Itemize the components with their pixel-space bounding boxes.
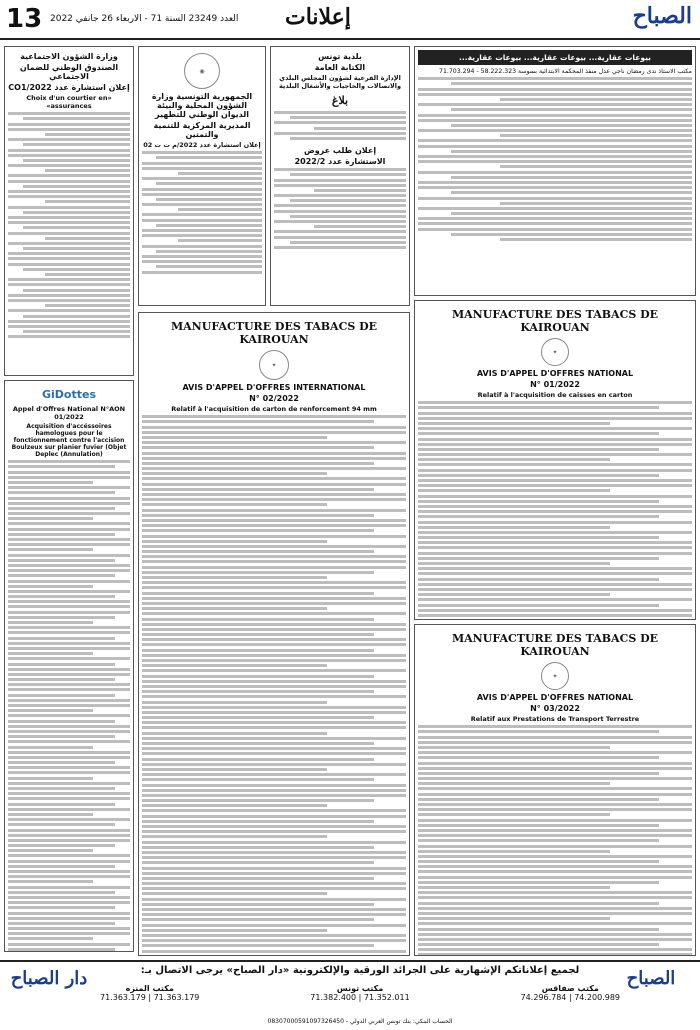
tender-1-notice: AVIS D'APPEL D'OFFRES NATIONAL bbox=[476, 369, 634, 378]
tender-1-number: N° 01/2022 bbox=[530, 380, 580, 389]
footer-logo-left: دار الصباح bbox=[10, 968, 88, 989]
tender-1-company: MANUFACTURE DES TABACS DE KAIROUAN bbox=[451, 308, 659, 334]
column-right bbox=[414, 46, 696, 956]
ministry-local-title: المديرية المركزية للتنمية والتمتين bbox=[153, 121, 251, 139]
contact-tunis: مكتب تونس 71.352.011 | 71.382.400 bbox=[310, 984, 410, 1002]
issue-line: العدد 23249 السنة 71 - الاربعاء 26 جانفي 2022 bbox=[50, 14, 239, 24]
gidottes-body bbox=[8, 460, 130, 952]
municipality-dept: الكتابة العامة bbox=[314, 63, 366, 72]
ad-municipality bbox=[270, 46, 410, 306]
tender-1-logo-icon: ✦ bbox=[541, 338, 569, 366]
municipality-title: الإدارة الفرعية لشؤون المجلس البلدي والاتصالات والحاجيات والأشغال البلدية bbox=[278, 74, 402, 90]
tender-3-number: N° 03/2022 bbox=[530, 704, 580, 713]
section-title: إعلانات bbox=[285, 4, 351, 30]
gidottes-logo: GiDottes bbox=[41, 388, 96, 401]
ad-ministry-local bbox=[138, 46, 266, 306]
gidottes-notice: Appel d'Offres National N°AON 01/2022 bbox=[12, 405, 126, 421]
ad-ministry-social bbox=[4, 46, 134, 376]
newspaper-logo: الصباح bbox=[632, 3, 692, 29]
real-estate-body bbox=[418, 77, 692, 241]
tender-2-notice: AVIS D'APPEL D'OFFRES INTERNATIONAL bbox=[182, 383, 366, 392]
contact-sfax: مكتب صفاقس 74.200.989 | 74.296.784 bbox=[520, 984, 620, 1002]
ad-gidottes bbox=[4, 380, 134, 952]
tender-2-company: MANUFACTURE DES TABACS DE KAIROUAN bbox=[170, 320, 378, 346]
tender-2-body bbox=[142, 415, 406, 956]
footer-banner: لجميع إعلاناتكم الإشهارية على الجرائد الورقية والإلكترونية «دار الصباح» يرجى الاتصال بـ: bbox=[140, 965, 580, 976]
tender-3-body bbox=[418, 725, 692, 956]
ministry-emblem-icon: ◉ bbox=[184, 53, 220, 89]
real-estate-title: بيوعات عقارية... بيوعات عقارية... بيوعات عقارية... bbox=[418, 50, 692, 65]
gidottes-subject: Acquisition d'accéssoires hamologues pour le fonctionnement contre l'accision Boulzeux sur planier fuvier (Objet Deplec (Annulation) bbox=[11, 423, 127, 458]
column-mid bbox=[270, 46, 410, 306]
tender-3-logo-icon: ✦ bbox=[541, 662, 569, 690]
contact-menzah: مكتب المنزه 71.363.179 | 71.363.179 bbox=[100, 984, 200, 1002]
real-estate-note: مكتب الاستاذ ندى رمضان ناجي عدل منفذ المحكمة الابتدائية بسوسة 58.222.323 - 71.703.294 bbox=[439, 68, 692, 75]
municipality-body bbox=[274, 168, 406, 249]
ad-tender-2 bbox=[138, 312, 410, 956]
ad-tender-1 bbox=[414, 300, 696, 620]
municipality-notice: بلاغ bbox=[331, 94, 349, 107]
tender-2-number: N° 02/2022 bbox=[249, 394, 299, 403]
ministry-social-subject: «Choix d'un courtier en assurances» bbox=[26, 94, 112, 110]
ad-real-estate bbox=[414, 46, 696, 296]
ministry-social-notice: إعلان استشارة عدد 2022/CO1 bbox=[8, 83, 130, 92]
tender-3-notice: AVIS D'APPEL D'OFFRES NATIONAL bbox=[476, 693, 634, 702]
tender-3-subject: Relatif aux Prestations de Transport Terrestre bbox=[470, 715, 640, 723]
ministry-social-fund: الصندوق الوطني للضمان الاجتماعي bbox=[19, 63, 119, 81]
ministry-local-body bbox=[142, 151, 262, 273]
tender-2-logo-icon: ✦ bbox=[259, 350, 289, 380]
ministry-social-authority: وزارة الشؤون الاجتماعية bbox=[20, 52, 118, 61]
page-number: 13 bbox=[6, 4, 43, 34]
municipality-name: بلدية تونس bbox=[318, 52, 362, 61]
tender-2-subject: Relatif à l'acquisition de carton de renforcement 94 mm bbox=[171, 405, 377, 413]
tender-1-subject: Relatif à l'acquisition de caisses en carton bbox=[477, 391, 633, 399]
footer-legal: الحساب البنكي: بنك تونس العربي الدولي - 08307000591097326450 bbox=[267, 1018, 453, 1025]
footer-contacts bbox=[100, 984, 620, 1002]
municipality-tender-title: إعلان طلب عروض bbox=[303, 145, 377, 155]
tender-3-company: MANUFACTURE DES TABACS DE KAIROUAN bbox=[451, 632, 659, 658]
ministry-local-authority: الجمهورية التونسية وزارة الشؤون المحلية والبيئة الديوان الوطني للتطهير bbox=[151, 92, 253, 119]
footer-logo-right: الصباح bbox=[626, 968, 676, 989]
tender-1-body bbox=[418, 401, 692, 620]
ministry-local-sub: إعلان استشارة عدد 2022/م ت ت 02 bbox=[143, 141, 261, 149]
page-footer bbox=[0, 960, 700, 1030]
column-left bbox=[4, 46, 134, 956]
municipality-tender-no: الاستشارة عدد 2022/2 bbox=[294, 156, 386, 166]
ad-tender-3 bbox=[414, 624, 696, 956]
ministry-social-body bbox=[8, 112, 130, 338]
page-header bbox=[0, 0, 700, 40]
